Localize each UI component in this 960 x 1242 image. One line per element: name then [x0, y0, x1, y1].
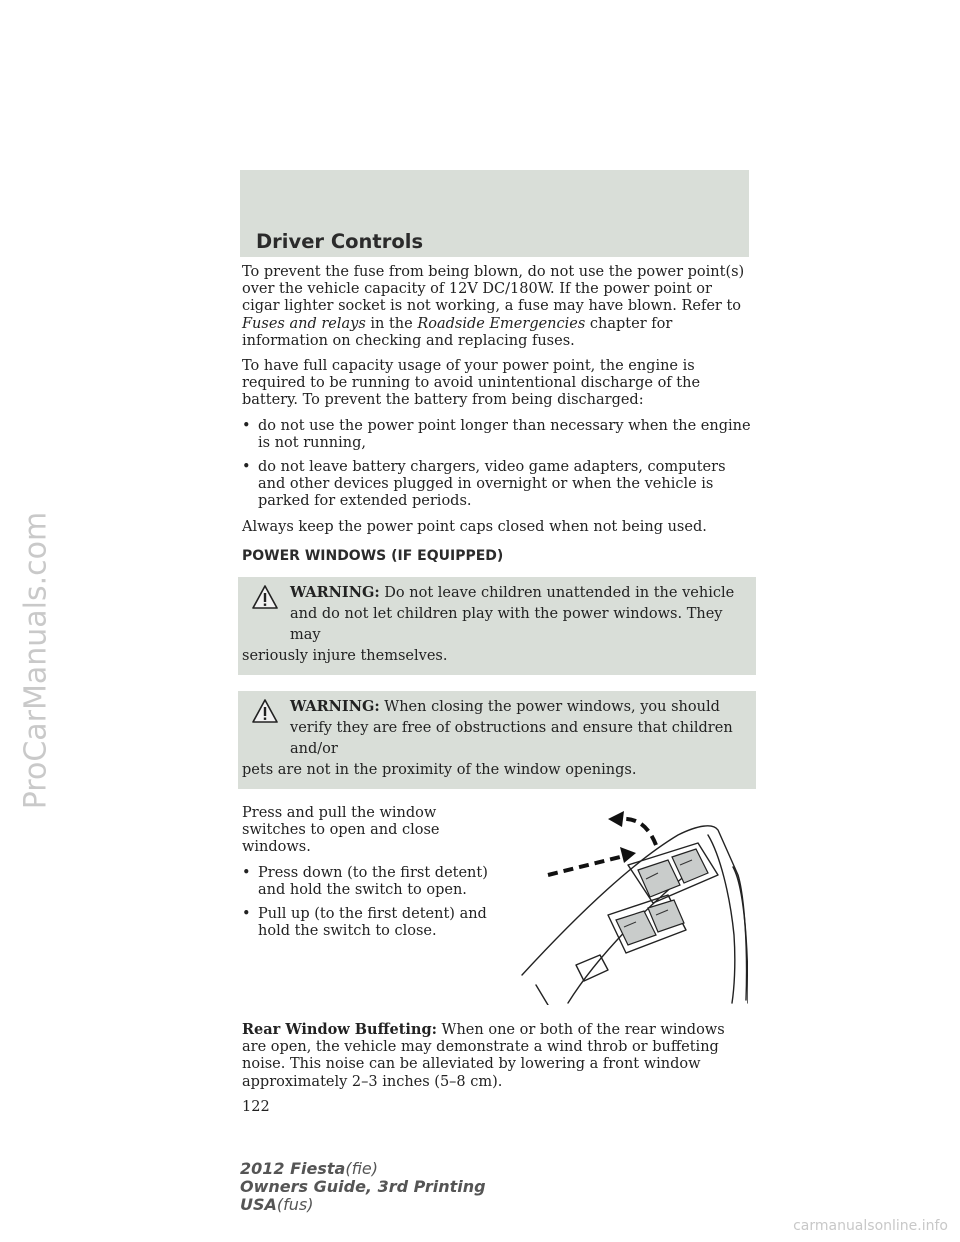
footer-market: USA — [240, 1195, 277, 1214]
windows-bullet-list — [242, 865, 497, 941]
warning-box-1 — [238, 577, 756, 675]
window-switch-illustration — [508, 805, 748, 1005]
fuse-paragraph — [242, 264, 752, 350]
rear-window-buffeting-paragraph — [242, 1021, 752, 1091]
fuse-text-1: To prevent the fuse from being blown, do not use the power point(s) over the vehicle capacity of 12V DC/180W. If the power point or cigar lighter socket is not working, a fuse may have blown. Refer to — [242, 264, 745, 315]
fuses-relays-reference: Fuses and relays — [242, 315, 366, 332]
document-footer — [240, 1160, 486, 1214]
caps-paragraph: Always keep the power point caps closed when not being used. — [242, 518, 707, 535]
footer-edition: Owners Guide, 3rd Printing — [240, 1177, 486, 1196]
power-windows-instructions — [242, 805, 497, 940]
warning-text: Do not leave children unattended in the vehicle and do not let children play with the power windows. They may — [290, 585, 735, 644]
list-item: • Pull up (to the first detent) and hold the switch to close. — [242, 906, 497, 940]
warning-text-continued: pets are not in the proximity of the window openings. — [242, 762, 637, 779]
site-watermark: carmanualsonline.info — [793, 1218, 948, 1234]
warning-text: When closing the power windows, you should verify they are free of obstructions and ensure that children and/or — [290, 699, 733, 758]
chapter-header — [240, 170, 749, 257]
footer-market-code: (fus) — [276, 1195, 314, 1214]
warning-label: WARNING: — [290, 584, 380, 602]
warning-triangle-icon — [252, 585, 278, 609]
page-number: 122 — [242, 1098, 270, 1115]
buffeting-label: Rear Window Buffeting: — [242, 1021, 437, 1039]
warning-label: WARNING: — [290, 698, 380, 716]
warning-box-2 — [238, 691, 756, 789]
fuse-text-2: in the — [365, 315, 418, 332]
page-content — [242, 264, 752, 1124]
footer-model-code: (fie) — [345, 1159, 379, 1178]
roadside-emergencies-reference: Roadside Emergencies — [417, 315, 586, 332]
warning-text-continued: seriously injure themselves. — [242, 648, 448, 665]
list-item: • do not use the power point longer than necessary when the engine is not running, — [242, 418, 752, 452]
fuse-text-3: chapter for information on checking and replacing fuses. — [242, 315, 673, 349]
windows-intro: Press and pull the window switches to open and close windows. — [242, 805, 440, 856]
list-item: • do not leave battery chargers, video game adapters, computers and other devices plugged in overnight or when the vehicle is parked for extended periods. — [242, 459, 752, 511]
chapter-title: Driver Controls — [256, 230, 424, 253]
power-windows-section — [242, 805, 752, 1025]
list-item: • Press down (to the first detent) and hold the switch to open. — [242, 865, 497, 899]
footer-model: 2012 Fiesta — [240, 1159, 346, 1178]
buffeting-text: When one or both of the rear windows are open, the vehicle may demonstrate a wind throb or buffeting noise. This noise can be alleviated by lowering a front window approximately 2–3 inches (5–8 cm). — [242, 1022, 725, 1090]
watermark-procarmanuals — [6, 300, 66, 1020]
section-heading: POWER WINDOWS (IF EQUIPPED) — [242, 547, 504, 564]
warning-triangle-icon — [252, 699, 278, 723]
watermark-text: ProCarManuals.com — [18, 511, 54, 809]
capacity-paragraph: To have full capacity usage of your power point, the engine is required to be running to avoid unintentional discharge of the battery. To prevent the battery from being discharged: — [242, 358, 701, 409]
battery-bullet-list — [242, 418, 752, 511]
